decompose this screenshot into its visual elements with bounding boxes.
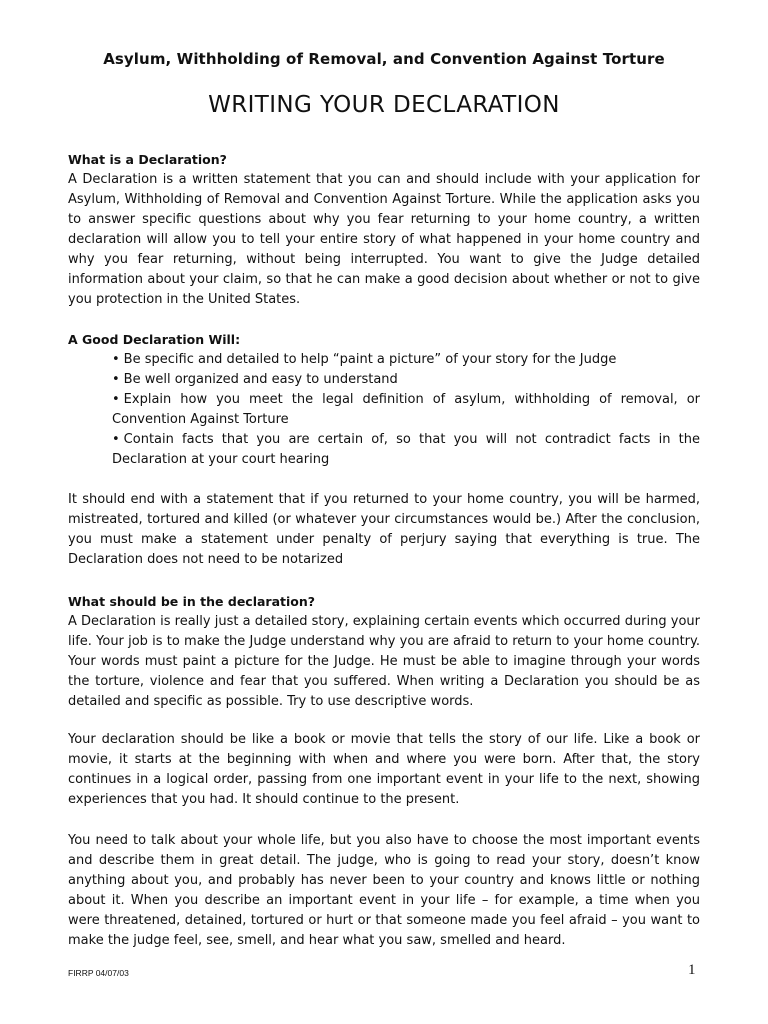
paragraph-story-order: Your declaration should be like a book or movie that tells the story of our life. Like a book or movie, it starts at the beginning with when and where you were born. After that, the story continues in a logical order, passing from one important event in your life to the next, showing experiences that you had. It should continue to the present. bbox=[68, 732, 700, 807]
paragraph: A Declaration is a written statement that you can and should include with your application for Asylum, Withholding of Removal and Convention Against Torture. While the application asks you to answer specific questions about why you fear returning to your home country, a written declaration will allow you to tell your entire story of what happened in your home country and why you fear returning, without being interrupted. You want to give the Judge detailed information about your claim, so that he can make a good decision about whether or not to give you protection in the United States. bbox=[68, 172, 700, 307]
section-good-declaration bbox=[68, 330, 700, 470]
bullet-item: • Be specific and detailed to help “paint a picture” of your story for the Judge bbox=[112, 350, 700, 370]
section-what-should-be bbox=[68, 592, 700, 712]
bullet-list bbox=[68, 350, 700, 470]
bullet-item: • Explain how you meet the legal definition of asylum, withholding of removal, or Convention Against Torture bbox=[112, 390, 700, 430]
paragraph-important-events: You need to talk about your whole life, but you also have to choose the most important events and describe them in great detail. The judge, who is going to read your story, doesn’t know anything about you, and probably has never been to your country and knows little or nothing about it. When you describe an important event in your life – for example, a time when you were threatened, detained, tortured or hurt or that someone made you feel afraid – you want to make the judge feel, see, smell, and hear what you saw, smelled and heard. bbox=[68, 833, 700, 948]
page-number: 1 bbox=[688, 962, 696, 978]
paragraph: A Declaration is really just a detailed story, explaining certain events which occurred during your life. Your job is to make the Judge understand why you are afraid to return to your home country. Your words must paint a picture for the Judge. He must be able to imagine through your words the torture, violence and fear that you suffered. When writing a Declaration you should be as detailed and specific as possible. Try to use descriptive words. bbox=[68, 614, 700, 709]
document-title: WRITING YOUR DECLARATION bbox=[208, 92, 560, 118]
section-heading: What should be in the declaration? bbox=[68, 594, 316, 609]
footer-code: FIRRP 04/07/03 bbox=[68, 968, 129, 978]
section-heading: A Good Declaration Will: bbox=[68, 332, 241, 347]
section-heading: What is a Declaration? bbox=[68, 152, 227, 167]
bullet-item: • Be well organized and easy to understand bbox=[112, 370, 700, 390]
document-subtitle: Asylum, Withholding of Removal, and Convention Against Torture bbox=[103, 50, 665, 68]
paragraph-conclusion: It should end with a statement that if you returned to your home country, you will be harmed, mistreated, tortured and killed (or whatever your circumstances would be.) After the conclusion, you must make a statement under penalty of perjury saying that everything is true. The Declaration does not need to be notarized bbox=[68, 492, 700, 567]
bullet-item: • Contain facts that you are certain of, so that you will not contradict facts in the Declaration at your court hearing bbox=[112, 430, 700, 470]
section-what-is-declaration bbox=[68, 150, 700, 310]
